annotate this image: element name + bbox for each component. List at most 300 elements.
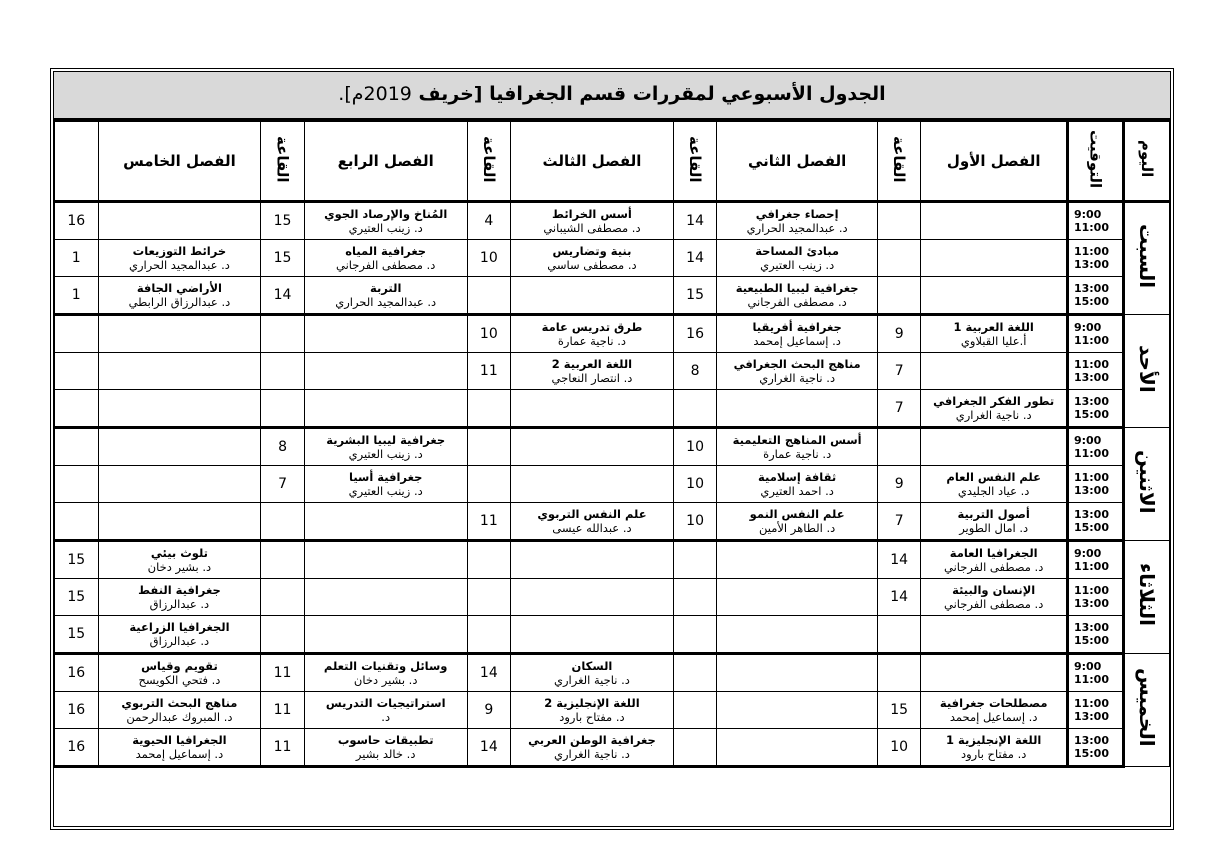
course-cell [511, 692, 674, 729]
course-cell [717, 654, 878, 692]
hall-cell [673, 390, 716, 428]
header-row [55, 122, 1170, 202]
time-end: 15:00 [1073, 634, 1109, 647]
course-cell [717, 503, 878, 541]
time-cell [1067, 692, 1123, 729]
course-name: الجغرافيا الزراعية [129, 620, 230, 634]
day-cell [1124, 428, 1170, 541]
course-name: جغرافية ليبيا البشرية [326, 433, 446, 447]
course-name: أسس المناهج التعليمية [732, 433, 862, 447]
course-name: خرائط التوزيعات [132, 244, 227, 258]
course-cell [921, 202, 1068, 240]
course-instructor: د. ناجية الغراري [759, 371, 836, 385]
hall-cell: 14 [673, 202, 716, 240]
course-instructor: د. عبدالمجيد الحراري [128, 258, 230, 272]
hall-cell [467, 466, 510, 503]
hall-cell: 15 [55, 541, 99, 579]
time-end: 15:00 [1073, 295, 1109, 308]
time-start: 9:00 [1073, 208, 1102, 221]
course-cell [304, 579, 467, 616]
hall-cell: 16 [55, 729, 99, 767]
hall-cell [673, 654, 716, 692]
hall-cell [467, 428, 510, 466]
title-main: الجدول الأسبوعي لمقررات قسم الجغرافيا [489, 83, 886, 105]
time-end: 15:00 [1073, 521, 1109, 534]
course-cell [511, 202, 674, 240]
course-cell [304, 353, 467, 390]
hall-cell: 15 [877, 692, 920, 729]
hall-cell: 15 [55, 579, 99, 616]
course-name: جغرافية الوطن العربي [528, 733, 656, 747]
course-cell [717, 240, 878, 277]
course-name: بنية وتضاريس [552, 244, 632, 258]
time-cell [1067, 353, 1123, 390]
day-name: الخميس [1135, 668, 1160, 747]
table-row [55, 616, 1170, 654]
course-name: التربة [369, 281, 402, 295]
course-cell [304, 428, 467, 466]
course-cell [511, 579, 674, 616]
course-name: أسس الخرائط [552, 207, 632, 221]
header-hall: القاعة [877, 122, 920, 202]
hall-cell: 7 [877, 503, 920, 541]
hall-cell: 8 [261, 428, 304, 466]
course-cell [511, 729, 674, 767]
table-row [55, 579, 1170, 616]
course-instructor: د. احمد العتيري [760, 484, 834, 498]
hall-cell: 11 [467, 503, 510, 541]
hall-cell [673, 692, 716, 729]
course-cell [511, 390, 674, 428]
course-cell [921, 541, 1068, 579]
course-cell [511, 240, 674, 277]
time-end: 11:00 [1073, 334, 1109, 347]
course-name: جغرافية ليبيا الطبيعية [735, 281, 859, 295]
course-cell [98, 692, 261, 729]
course-cell [717, 616, 878, 654]
day-name: الأحد [1135, 344, 1160, 393]
course-name: استراتيجيات التدريس [325, 696, 446, 710]
hall-cell: 9 [877, 466, 920, 503]
course-instructor: د. انتصار النعاجي [551, 371, 633, 385]
course-instructor: د. بشير دخان [353, 673, 418, 687]
course-cell [98, 616, 261, 654]
course-instructor: د. ناجية الغراري [554, 673, 630, 687]
course-cell [921, 390, 1068, 428]
course-cell [921, 277, 1068, 315]
course-cell [511, 503, 674, 541]
time-end: 15:00 [1073, 747, 1109, 760]
time-start: 9:00 [1073, 434, 1102, 447]
time-cell [1067, 579, 1123, 616]
table-row [55, 503, 1170, 541]
time-start: 13:00 [1073, 621, 1109, 634]
course-cell [717, 466, 878, 503]
hall-cell [55, 503, 99, 541]
title-year: 2019م]. [338, 83, 412, 105]
schedule-frame [50, 68, 1174, 830]
course-cell [921, 692, 1068, 729]
hall-cell: 15 [673, 277, 716, 315]
course-cell [98, 277, 261, 315]
hall-cell [673, 579, 716, 616]
hall-cell [877, 202, 920, 240]
time-end: 15:00 [1073, 408, 1109, 421]
table-row [55, 541, 1170, 579]
course-instructor: د. عبدالله عيسى [552, 521, 632, 535]
course-instructor: د. ناجية الغراري [955, 408, 1032, 422]
hall-cell: 11 [261, 692, 304, 729]
course-name: جغرافية النفط [138, 583, 221, 597]
hall-cell [467, 579, 510, 616]
course-cell [98, 579, 261, 616]
time-end: 11:00 [1073, 560, 1109, 573]
hall-cell [55, 428, 99, 466]
course-cell [304, 390, 467, 428]
course-instructor: د. مصطفى الفرجاني [944, 560, 1044, 574]
hall-cell: 14 [877, 579, 920, 616]
course-name: علم النفس العام [946, 470, 1041, 484]
hall-cell: 14 [673, 240, 716, 277]
course-name: جغرافية المياه [345, 244, 427, 258]
hall-cell: 1 [55, 240, 99, 277]
header-day: اليوم [1124, 122, 1170, 202]
hall-cell [261, 315, 304, 353]
table-row [55, 202, 1170, 240]
course-instructor: د. مصطفى الفرجاني [336, 258, 436, 272]
time-end: 13:00 [1073, 710, 1109, 723]
schedule-body [55, 202, 1170, 767]
course-instructor: د. إسماعيل إمحمد [135, 747, 224, 761]
time-cell [1067, 390, 1123, 428]
course-cell [98, 315, 261, 353]
table-row [55, 315, 1170, 353]
course-name: تلوث بيئي [150, 546, 208, 560]
hall-cell [877, 616, 920, 654]
hall-cell: 1 [55, 277, 99, 315]
course-cell [717, 692, 878, 729]
course-instructor: د. [381, 710, 391, 724]
course-cell [98, 729, 261, 767]
course-cell [921, 654, 1068, 692]
time-start: 11:00 [1073, 245, 1109, 258]
course-instructor: د. إسماعيل إمحمد [753, 334, 841, 348]
course-name: اللغة الإنجليزية 2 [544, 696, 640, 710]
course-name: تطور الفكر الجغرافي [933, 394, 1055, 408]
course-instructor: د. زينب العتيري [348, 447, 423, 461]
time-end: 13:00 [1073, 371, 1109, 384]
table-row [55, 729, 1170, 767]
course-instructor: د. عبدالرزاق الرابطي [128, 295, 231, 309]
day-cell [1124, 315, 1170, 428]
course-cell [304, 277, 467, 315]
course-name: علم النفس النمو [749, 507, 845, 521]
hall-cell: 16 [55, 202, 99, 240]
hall-cell: 14 [261, 277, 304, 315]
course-cell [717, 579, 878, 616]
hall-cell: 11 [467, 353, 510, 390]
hall-cell [467, 616, 510, 654]
header-hall: القاعة [673, 122, 716, 202]
course-cell [304, 654, 467, 692]
course-cell [304, 202, 467, 240]
time-end: 13:00 [1073, 258, 1109, 271]
time-start: 11:00 [1073, 471, 1109, 484]
course-name: طرق تدريس عامة [541, 320, 643, 334]
course-instructor: د. زينب العتيري [348, 484, 423, 498]
time-cell [1067, 466, 1123, 503]
table-row [55, 240, 1170, 277]
course-cell [921, 315, 1068, 353]
course-name: إحصاء جغرافي [755, 207, 839, 221]
course-cell [921, 240, 1068, 277]
header-semester-2: الفصل الثاني [717, 122, 878, 202]
hall-cell [261, 390, 304, 428]
time-start: 13:00 [1073, 734, 1109, 747]
hall-cell: 15 [55, 616, 99, 654]
course-cell [304, 729, 467, 767]
hall-cell [673, 616, 716, 654]
hall-cell [877, 240, 920, 277]
hall-cell [261, 503, 304, 541]
course-name: تطبيقات حاسوب [337, 733, 434, 747]
course-cell [717, 277, 878, 315]
day-cell [1124, 202, 1170, 315]
hall-cell: 10 [673, 466, 716, 503]
course-instructor: د. عبدالمجيد الحراري [746, 221, 848, 235]
hall-cell: 7 [261, 466, 304, 503]
hall-cell [467, 277, 510, 315]
course-cell [304, 503, 467, 541]
hall-cell [877, 277, 920, 315]
course-instructor: د. إسماعيل إمحمد [949, 710, 1038, 724]
course-cell [98, 541, 261, 579]
course-cell [921, 729, 1068, 767]
course-cell [717, 428, 878, 466]
course-instructor: د. المبروك عبدالرحمن [126, 710, 233, 724]
header-semester-4: الفصل الرابع [304, 122, 467, 202]
hall-cell: 16 [55, 654, 99, 692]
time-start: 11:00 [1073, 358, 1109, 371]
schedule-title [54, 72, 1170, 121]
course-instructor: د. مصطفى الفرجاني [944, 597, 1044, 611]
time-end: 13:00 [1073, 597, 1109, 610]
time-start: 13:00 [1073, 395, 1109, 408]
hall-cell [55, 315, 99, 353]
table-row [55, 692, 1170, 729]
course-name: تقويم وقياس [141, 659, 218, 673]
hall-cell [261, 616, 304, 654]
table-row [55, 390, 1170, 428]
course-name: الجغرافيا الحيوية [132, 733, 227, 747]
course-cell [921, 353, 1068, 390]
course-name: وسائل وتقنيات التعلم [323, 659, 448, 673]
course-name: اللغة العربية 2 [551, 357, 633, 371]
time-start: 13:00 [1073, 508, 1109, 521]
time-start: 9:00 [1073, 547, 1102, 560]
hall-cell [877, 654, 920, 692]
course-instructor: د. زينب العتيري [348, 221, 423, 235]
course-instructor: د. مفتاح بارود [960, 747, 1027, 761]
time-cell [1067, 541, 1123, 579]
hall-cell: 9 [877, 315, 920, 353]
hall-cell: 7 [877, 390, 920, 428]
course-cell [511, 353, 674, 390]
course-instructor: أ.عليا القبلاوي [960, 334, 1027, 348]
course-instructor: د. ناجية عمارة [557, 334, 627, 348]
course-cell [304, 541, 467, 579]
course-cell [304, 616, 467, 654]
title-term: [خريف [418, 83, 483, 105]
hall-cell [55, 353, 99, 390]
time-end: 11:00 [1073, 447, 1109, 460]
hall-cell: 10 [467, 240, 510, 277]
hall-cell [673, 541, 716, 579]
table-row [55, 353, 1170, 390]
hall-cell [55, 390, 99, 428]
hall-cell: 16 [673, 315, 716, 353]
course-instructor: د. مصطفى الفرجاني [747, 295, 847, 309]
course-instructor: د. عياد الجليدي [957, 484, 1030, 498]
course-instructor: د. عبدالرزاق [149, 597, 210, 611]
course-cell [98, 353, 261, 390]
hall-cell [467, 390, 510, 428]
hall-cell: 14 [467, 729, 510, 767]
course-instructor: د. ناجية عمارة [763, 447, 832, 461]
hall-cell: 11 [261, 654, 304, 692]
time-end: 11:00 [1073, 673, 1109, 686]
header-semester-3: الفصل الثالث [511, 122, 674, 202]
course-cell [511, 466, 674, 503]
schedule-table [54, 121, 1170, 768]
course-instructor: د. مصطفى ساسي [547, 258, 637, 272]
course-cell [511, 315, 674, 353]
time-cell [1067, 616, 1123, 654]
time-end: 11:00 [1073, 221, 1109, 234]
time-start: 11:00 [1073, 697, 1109, 710]
course-cell [717, 541, 878, 579]
hall-cell: 11 [261, 729, 304, 767]
time-start: 9:00 [1073, 660, 1102, 673]
course-cell [511, 654, 674, 692]
header-hall: القاعة [261, 122, 304, 202]
course-cell [98, 466, 261, 503]
day-name: الاثنين [1135, 449, 1160, 514]
hall-cell: 14 [467, 654, 510, 692]
course-cell [921, 503, 1068, 541]
course-cell [717, 729, 878, 767]
course-name: الجغرافيا العامة [949, 546, 1038, 560]
hall-cell: 15 [261, 202, 304, 240]
time-start: 11:00 [1073, 584, 1109, 597]
hall-cell: 10 [673, 428, 716, 466]
hall-cell: 10 [673, 503, 716, 541]
time-start: 13:00 [1073, 282, 1109, 295]
course-instructor: د. امال الطوير [959, 521, 1029, 535]
hall-cell: 8 [673, 353, 716, 390]
course-instructor: د. خالد بشير [355, 747, 416, 761]
hall-cell [261, 579, 304, 616]
course-instructor: د. زينب العتيري [760, 258, 835, 272]
course-name: أصول التربية [957, 507, 1030, 521]
course-instructor: د. بشير دخان [147, 560, 212, 574]
course-cell [717, 390, 878, 428]
hall-cell: 16 [55, 692, 99, 729]
time-cell [1067, 277, 1123, 315]
course-instructor: د. عبدالمجيد الحراري [335, 295, 437, 309]
course-cell [511, 428, 674, 466]
course-name: اللغة الإنجليزية 1 [945, 733, 1042, 747]
course-cell [98, 202, 261, 240]
header-hall: القاعة [467, 122, 510, 202]
course-instructor: د. فتحي الكويسح [138, 673, 221, 687]
course-name: المُناخ والإرصاد الجوي [324, 207, 448, 221]
course-name: الأراضي الجافة [136, 281, 223, 295]
time-cell [1067, 202, 1123, 240]
course-cell [921, 579, 1068, 616]
table-row [55, 428, 1170, 466]
hall-cell [673, 729, 716, 767]
hall-cell: 10 [877, 729, 920, 767]
time-cell [1067, 729, 1123, 767]
course-cell [98, 428, 261, 466]
course-cell [304, 466, 467, 503]
course-cell [921, 466, 1068, 503]
course-instructor: د. عبدالرزاق [149, 634, 210, 648]
hall-cell: 4 [467, 202, 510, 240]
day-name: السبت [1135, 223, 1160, 289]
course-cell [304, 240, 467, 277]
course-instructor: د. مفتاح بارود [559, 710, 625, 724]
hall-cell: 10 [467, 315, 510, 353]
course-instructor: د. مصطفى الشيباني [543, 221, 641, 235]
course-name: السكان [571, 659, 613, 673]
course-name: مناهج البحث الجغرافي [733, 357, 861, 371]
day-cell [1124, 654, 1170, 767]
time-cell [1067, 428, 1123, 466]
time-cell [1067, 654, 1123, 692]
day-name: الثلاثاء [1135, 563, 1160, 626]
day-cell [1124, 541, 1170, 654]
hall-cell: 14 [877, 541, 920, 579]
course-name: الإنسان والبيئة [952, 583, 1036, 597]
header-time: التوقيت [1067, 122, 1123, 202]
course-name: ثقافة إسلامية [758, 470, 837, 484]
time-start: 9:00 [1073, 321, 1102, 334]
course-name: مبادئ المساحة [755, 244, 840, 258]
course-cell [921, 616, 1068, 654]
course-cell [921, 428, 1068, 466]
time-cell [1067, 503, 1123, 541]
course-cell [304, 692, 467, 729]
course-name: جغرافية أفريقيا [752, 320, 842, 334]
hall-cell [877, 428, 920, 466]
course-name: مناهج البحث التربوي [121, 696, 238, 710]
course-cell [98, 503, 261, 541]
hall-cell [261, 353, 304, 390]
hall-cell: 9 [467, 692, 510, 729]
hall-cell [261, 541, 304, 579]
header-hall-empty [55, 122, 99, 202]
hall-cell [55, 466, 99, 503]
table-row [55, 466, 1170, 503]
course-name: جغرافية أسيا [349, 470, 423, 484]
course-cell [511, 277, 674, 315]
course-cell [717, 202, 878, 240]
table-row [55, 654, 1170, 692]
header-semester-5: الفصل الخامس [98, 122, 261, 202]
time-cell [1067, 315, 1123, 353]
